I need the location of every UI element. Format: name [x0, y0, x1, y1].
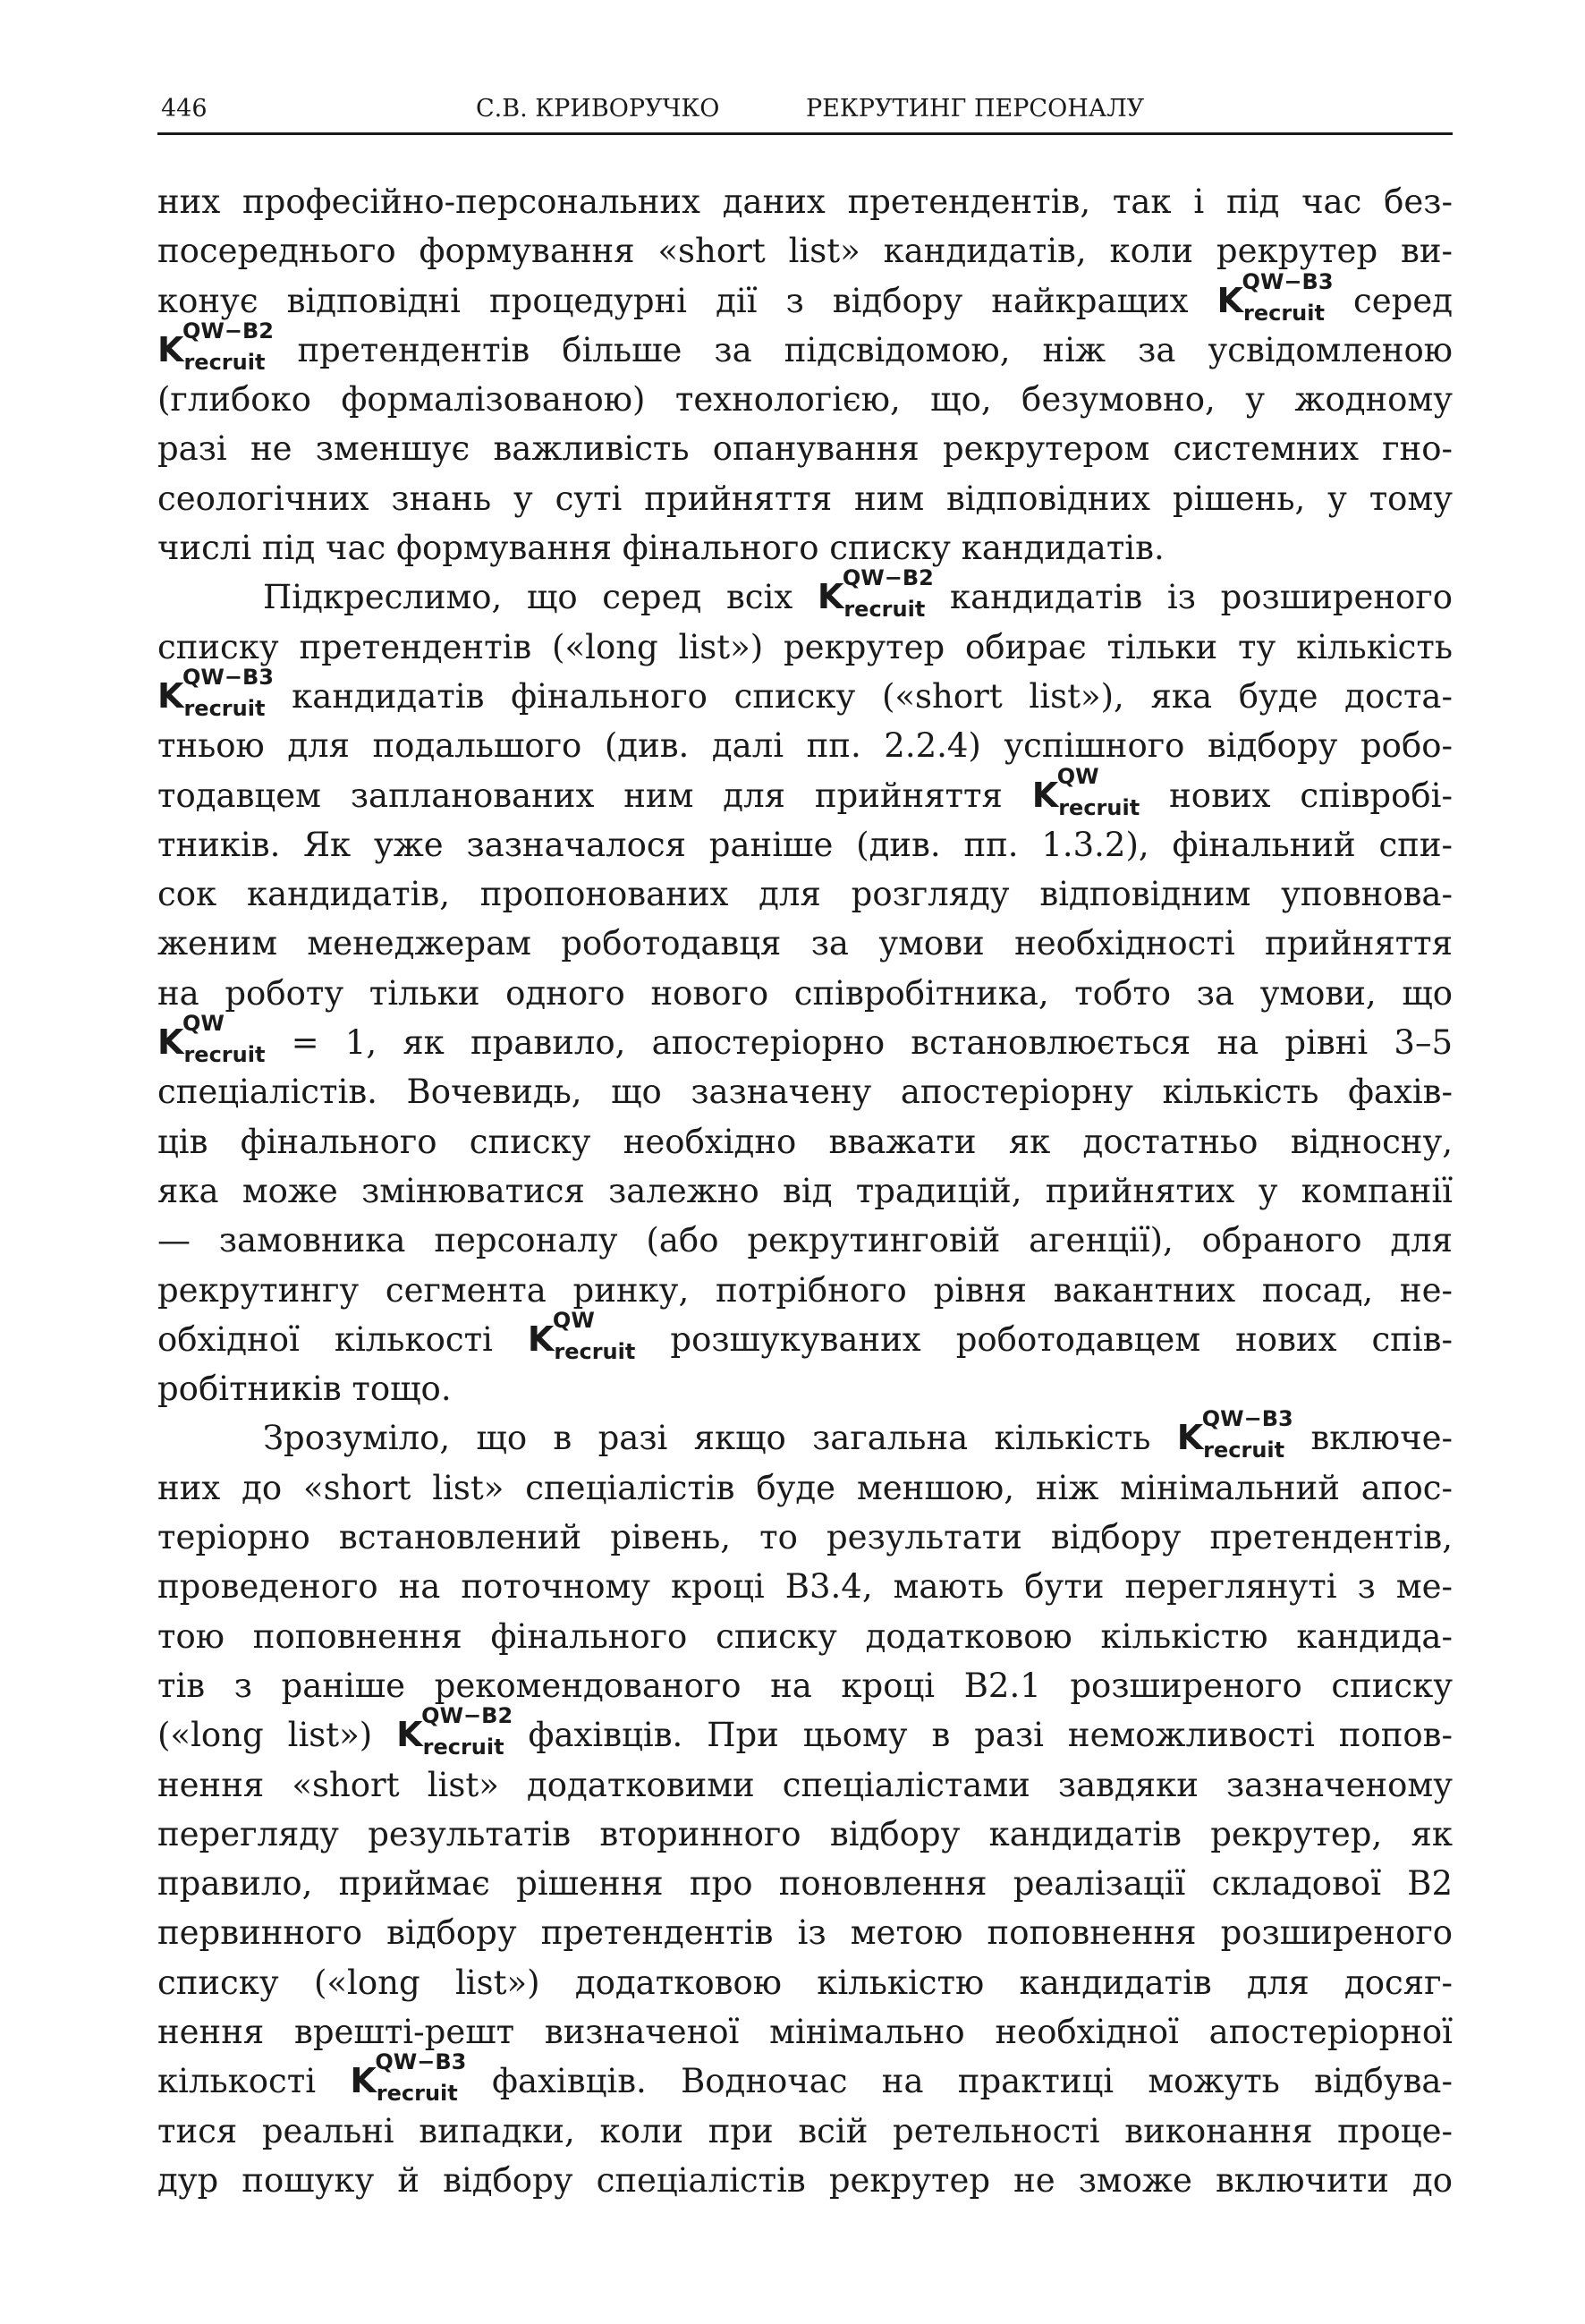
- formula-k-qw-b2: K QW−B2 $_{recruit}$: [396, 1703, 513, 1760]
- text-line: посереднього формування «short list» кандидатів, коли рекрутер ви-: [157, 232, 1453, 271]
- text-line: тів з раніше рекомендованого на кроці В2.1 розширеного списку: [157, 1666, 1453, 1705]
- text-line: тою поповнення фінального списку додатковою кількістю кандида-: [157, 1616, 1453, 1656]
- page-number: 446: [161, 95, 208, 123]
- text-line: (глибоко формалізованою) технологією, що, безумовно, у жодному: [157, 380, 1453, 420]
- text-line: K QW−B3 $_{recruit}$ кандидатів фінального списку («short list»), яка буде доста-: [157, 664, 1453, 721]
- text-line: них до «short list» спеціалістів буде меншою, ніж мінімальний апос-: [157, 1468, 1453, 1507]
- text-line: правило, приймає рішення про поновлення реалізації складової В2: [157, 1864, 1453, 1904]
- text-line: тньою для подальшого (див. далі пп. 2.2.4) успішного відбору робо-: [157, 726, 1453, 766]
- formula-k-qw-b3: K QW−B3 $_{recruit}$: [1216, 268, 1334, 326]
- text-line: яка може змінюватися залежно від традицій, прийнятих у компанії: [157, 1171, 1453, 1210]
- text-line: проведеного на поточному кроці В3.4, мають бути переглянуті з ме-: [157, 1567, 1453, 1607]
- text-line: тодавцем запланованих ним для прийняття K QW $_{recruit}$ нових співробі-: [157, 763, 1453, 820]
- text-line: сеологічних знань у суті прийняття ним відповідних рішень, у тому: [157, 479, 1453, 518]
- text-line: K QW−B2 $_{recruit}$ претендентів більше за підсвідомою, ніж за усвідомленою: [157, 318, 1453, 375]
- formula-k-qw: K QW $_{recruit}$: [157, 1011, 266, 1068]
- text-line: ців фінального списку необхідно вважати як достатньо відносну,: [157, 1122, 1453, 1161]
- text-line: кількості K QW−B3 $_{recruit}$ фахівців. Водночас на практиці можуть відбува-: [157, 2049, 1453, 2107]
- text-line: теріорно встановлений рівень, то результати відбору претендентів,: [157, 1518, 1453, 1557]
- header-author: С.В. КРИВОРУЧКО: [476, 95, 720, 123]
- text-line: тися реальні випадки, коли при всій ретельності виконання проце-: [157, 2111, 1453, 2150]
- text-line: — замовника персоналу (або рекрутинговій агенції), обраного для: [157, 1221, 1453, 1260]
- text-line: обхідної кількості K QW $_{recruit}$ розшукуваних роботодавцем нових спів-: [157, 1307, 1454, 1364]
- text-line: нення «short list» додатковими спеціалістами завдяки зазначеному: [157, 1765, 1453, 1804]
- text-line: сок кандидатів, пропонованих для розгляду відповідним уповнова-: [157, 875, 1453, 914]
- text-line: женим менеджерам роботодавця за умови необхідності прийняття: [157, 924, 1453, 963]
- running-header: [157, 89, 1453, 135]
- formula-k-qw-b2: K QW−B2 $_{recruit}$: [157, 318, 274, 375]
- text-line: числі під час формування фінального списку кандидатів.: [157, 529, 1165, 568]
- header-title: РЕКРУТИНГ ПЕРСОНАЛУ: [806, 95, 1145, 123]
- formula-k-qw-b3: K QW−B3 $_{recruit}$: [1176, 1406, 1293, 1463]
- text-line: первинного відбору претендентів із метою поповнення розширеного: [157, 1913, 1453, 1953]
- text-line: них професійно-персональних даних претендентів, так і під час без-: [157, 182, 1453, 221]
- text-line: перегляду результатів вторинного відбору кандидатів рекрутер, як: [157, 1814, 1453, 1853]
- formula-k-qw-b3: K QW−B3 $_{recruit}$: [350, 2049, 467, 2107]
- text-line: тників. Як уже зазначалося раніше (див. пп. 1.3.2), фінальний спи-: [157, 825, 1453, 864]
- text-line: на роботу тільки одного нового співробітника, тобто за умови, що: [157, 973, 1453, 1013]
- text-line: спеціалістів. Вочевидь, що зазначену апостеріорну кількість фахів-: [157, 1073, 1453, 1112]
- formula-k-qw: K QW $_{recruit}$: [527, 1307, 636, 1364]
- formula-k-qw: K QW $_{recruit}$: [1031, 763, 1140, 820]
- text-line: дур пошуку й відбору спеціалістів рекрутер не зможе включити до: [157, 2160, 1453, 2200]
- text-line: Зрозуміло, що в разі якщо загальна кількість K QW−B3 $_{recruit}$ включе-: [263, 1406, 1454, 1463]
- text-line: Підкреслимо, що серед всіх K QW−B2 $_{recruit}$ кандидатів із розширеного: [263, 565, 1453, 623]
- text-line: конує відповідні процедурні дії з відбору найкращих K QW−B3 $_{recruit}$ серед: [157, 268, 1454, 326]
- text-line: списку («long list») додатковою кількістю кандидатів для досяг-: [157, 1963, 1453, 2002]
- text-line: разі не зменшує важливість опанування рекрутером системних гно-: [157, 429, 1453, 469]
- formula-k-qw-b3: K QW−B3 $_{recruit}$: [157, 664, 274, 721]
- body-text: [157, 177, 1453, 2205]
- text-line: K QW $_{recruit}$ = 1, як правило, апостеріорно встановлюється на рівні 3–5: [157, 1011, 1454, 1068]
- text-line: робітників тощо.: [157, 1370, 452, 1409]
- formula-k-qw-b2: K QW−B2 $_{recruit}$: [817, 565, 934, 623]
- text-line: списку претендентів («long list») рекрутер обирає тільки ту кількість: [157, 627, 1453, 666]
- text-line: («long list») K QW−B2 $_{recruit}$ фахівців. При цьому в разі неможливості попов-: [157, 1703, 1454, 1760]
- text-line: нення врешті-решт визначеної мінімально необхідної апостеріорної: [157, 2012, 1453, 2051]
- text-line: рекрутингу сегмента ринку, потрібного рівня вакантних посад, не-: [157, 1270, 1453, 1310]
